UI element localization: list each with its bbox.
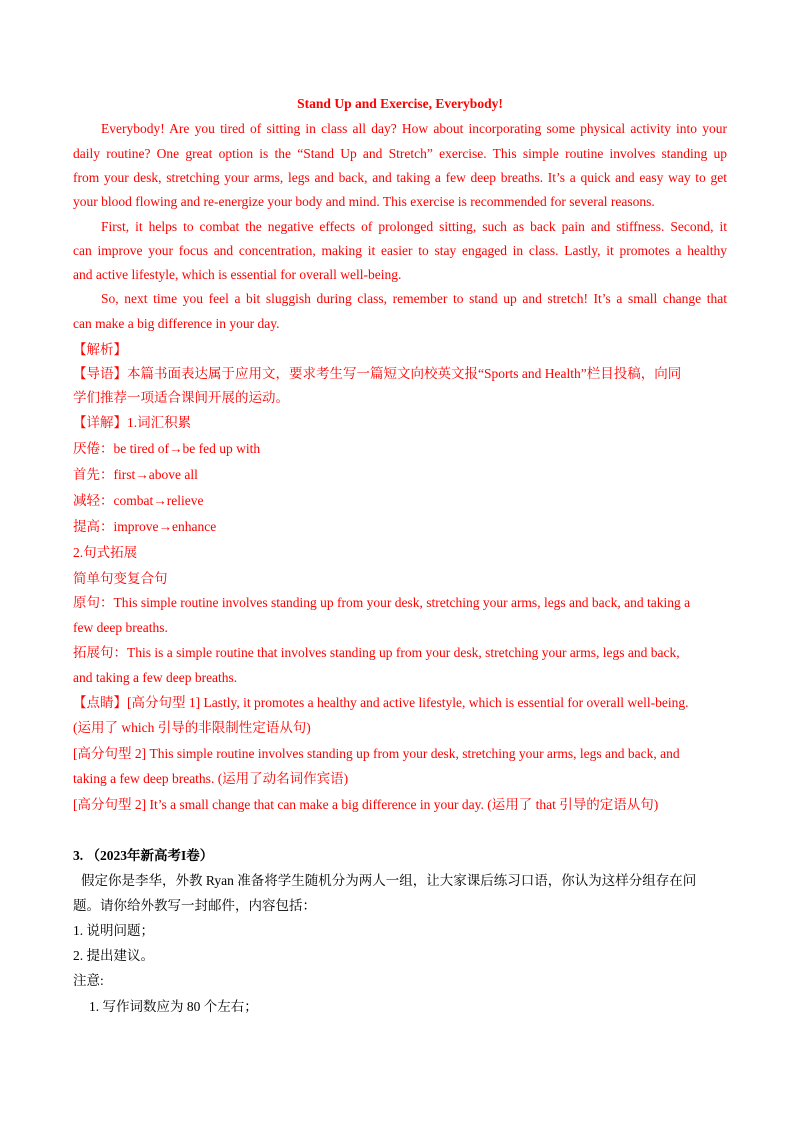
essay-line: from your desk, stretching your arms, legs and back, and taking a few deep breaths. It’s a quick and easy way to get xyxy=(73,170,727,185)
essay-line: Everybody! Are you tired of sitting in class all day? How about incorporating some physical activity into your xyxy=(101,121,727,136)
essay-line: your blood flowing and re-energize your body and mind. This exercise is recommended for several reasons. xyxy=(73,194,655,209)
subsection-heading: 简单句变复合句 xyxy=(73,571,168,586)
essay-line: can make a big difference in your day. xyxy=(73,316,280,331)
highlight-note: taking a few deep breaths. (运用了动名词作宾语) xyxy=(73,771,349,786)
highlight-point: [高分句型 2] It’s a small change that can make a big difference in your day. (运用了 that 引导的定语从句) xyxy=(73,797,659,812)
vocab-item: 厌倦：be tired of→be fed up with xyxy=(73,441,261,456)
requirement-item: 1. 说明问题； xyxy=(73,923,154,938)
essay-line: First, it helps to combat the negative effects of prolonged sitting, such as back pain and stiffness. Second, it xyxy=(101,219,727,234)
guide-line: 【导语】本篇书面表达属于应用文，要求考生写一篇短文向校英文报“Sports and Health”栏目投稿，向同 xyxy=(73,366,682,381)
section-heading: 2.句式拓展 xyxy=(73,545,138,560)
analysis-heading: 【解析】 xyxy=(73,342,127,357)
note-heading: 注意: xyxy=(73,973,104,988)
vocab-item: 提高：improve→enhance xyxy=(73,519,217,534)
essay-title: Stand Up and Exercise, Everybody! xyxy=(297,96,503,111)
essay-line: daily routine? One great option is the “Stand Up and Stretch” exercise. This simple routine involves standing up xyxy=(73,146,727,161)
essay-line: can improve your focus and concentration, making it easier to stay engaged in class. Lastly, it promotes a healthy xyxy=(73,243,727,258)
vocab-item: 首先：first→above all xyxy=(73,467,198,482)
original-sentence: 原句：This simple routine involves standing up from your desk, stretching your arms, legs and back, and taking a xyxy=(73,595,691,610)
original-sentence: few deep breaths. xyxy=(73,620,168,635)
guide-line: 学们推荐一项适合课间开展的运动。 xyxy=(73,390,289,405)
question-prompt: 题。请你给外教写一封邮件，内容包括： xyxy=(73,898,316,913)
question-prompt: 假定你是李华，外教 Ryan 准备将学生随机分为两人一组，让大家课后练习口语，你认为这样分组存在问 xyxy=(81,873,697,888)
detail-heading: 【详解】1.词汇积累 xyxy=(73,415,192,430)
highlight-point: [高分句型 2] This simple routine involves standing up from your desk, stretching your arms, legs and back, and xyxy=(73,746,680,761)
essay-line: and active lifestyle, which is essential for overall well-being. xyxy=(73,267,402,282)
vocab-item: 减轻：combat→relieve xyxy=(73,493,204,508)
expanded-sentence: and taking a few deep breaths. xyxy=(73,670,238,685)
requirement-item: 2. 提出建议。 xyxy=(73,948,154,963)
highlight-point: 【点睛】[高分句型 1] Lastly, it promotes a healthy and active lifestyle, which is essential for overall well-being. xyxy=(73,695,689,710)
essay-line: So, next time you feel a bit sluggish during class, remember to stand up and stretch! It’s a small change that xyxy=(101,291,727,306)
expanded-sentence: 拓展句：This is a simple routine that involves standing up from your desk, stretching your arms, legs and back, xyxy=(73,645,680,660)
question-header: 3. （2023年新高考I卷） xyxy=(73,848,214,863)
note-item: 1. 写作词数应为 80 个左右； xyxy=(89,999,258,1014)
highlight-note: (运用了 which 引导的非限制性定语从句) xyxy=(73,720,311,735)
